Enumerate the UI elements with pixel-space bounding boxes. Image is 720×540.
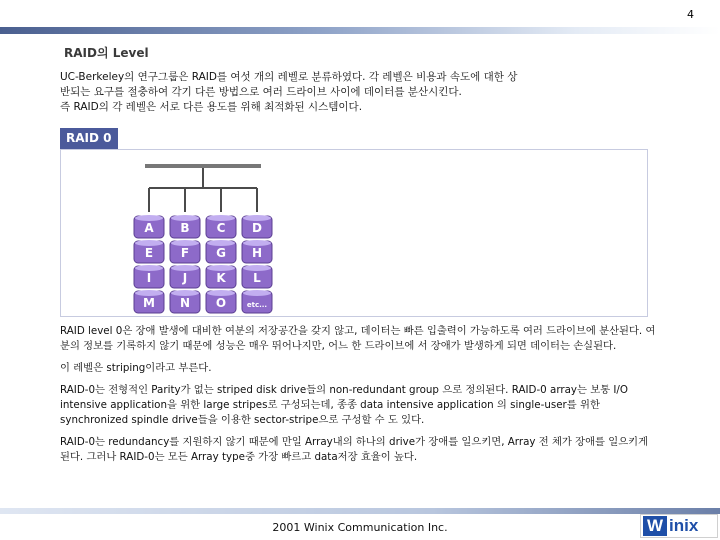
disk-letter: E <box>144 246 154 260</box>
paragraph: RAID-0는 redundancy를 지원하지 않기 때문에 만일 Array내의 하나의 drive가 장애를 일으키면, Array 전 체가 장애를 일으키게 된다. 그러나 RAID-0는 모든 Array type중 가장 빠르고 data저장 효율이 높다. <box>60 436 649 463</box>
disk-letter: I <box>146 271 152 285</box>
disk-letter: J <box>182 271 188 285</box>
disk-platter-top <box>243 290 271 296</box>
disk-letter: D <box>252 221 262 235</box>
disk-letter: A <box>144 221 154 235</box>
disk-letter: etc... <box>246 301 268 309</box>
header-rule <box>0 27 720 34</box>
footer-rule <box>0 508 720 514</box>
intro-line: UC-Berkeley의 연구그룹은 RAID를 여섯 개의 레벨로 분류하였다. 각 레벨은 비용과 속도에 대한 상 <box>60 71 518 83</box>
paragraph: RAID level 0은 장애 발생에 대비한 여분의 저장공간을 갖지 않고, 데이터는 빠른 입출력이 가능하도록 여러 드라이브에 분산된다. 여분의 정보를 기록하지 않기 때문에 성능은 매우 뛰어나지만, 어느 한 드라이브에 서 장애가 발생하게 되면 데이터는 손실된다. <box>60 325 656 352</box>
winix-logo <box>640 514 718 538</box>
paragraph: RAID-0는 전형적인 Parity가 없는 striped disk drive들의 non-redundant group 으로 정의된다. RAID-0 array는 보통 I/O intensive application을 위한 large stripes로 구성되는데, 종종 data intensive application 의 single-user를 위한 synchronized spindle drive들을 이용한 sector-stripe으로 구성할 수 도 있다. <box>60 384 629 426</box>
disk-letter: G <box>216 246 226 260</box>
body-text <box>60 324 660 472</box>
raid-level-label: RAID 0 <box>60 128 118 149</box>
controller-bar <box>145 164 261 168</box>
intro-text <box>60 70 660 115</box>
disk-letter: N <box>179 296 191 310</box>
disk-letter: F <box>180 246 190 260</box>
disk-letter: B <box>180 221 190 235</box>
intro-line: 즉 RAID의 각 레벨은 서로 다른 용도를 위해 최적화된 시스템이다. <box>60 101 363 113</box>
footer-copyright: 2001 Winix Communication Inc. <box>272 521 448 534</box>
page-number: 4 <box>687 8 694 21</box>
disk-letter: C <box>216 221 226 235</box>
section-title: RAID의 Level <box>64 46 149 60</box>
disk-letter: L <box>253 271 261 285</box>
raid0-diagram <box>60 149 648 317</box>
paragraph: 이 레벨은 striping이라고 부른다. <box>60 362 212 374</box>
disk-letter: M <box>143 296 155 310</box>
logo-text: inix <box>669 516 699 535</box>
intro-line: 반되는 요구를 절충하여 각기 다른 방법으로 여러 드라이브 사이에 데이터를 분산시킨다. <box>60 86 462 98</box>
disk-letter: O <box>215 296 227 310</box>
logo-mark: W <box>643 516 667 536</box>
disk-letter: H <box>251 246 263 260</box>
raid0-diagram-svg <box>61 150 649 318</box>
disk-letter: K <box>216 271 226 285</box>
